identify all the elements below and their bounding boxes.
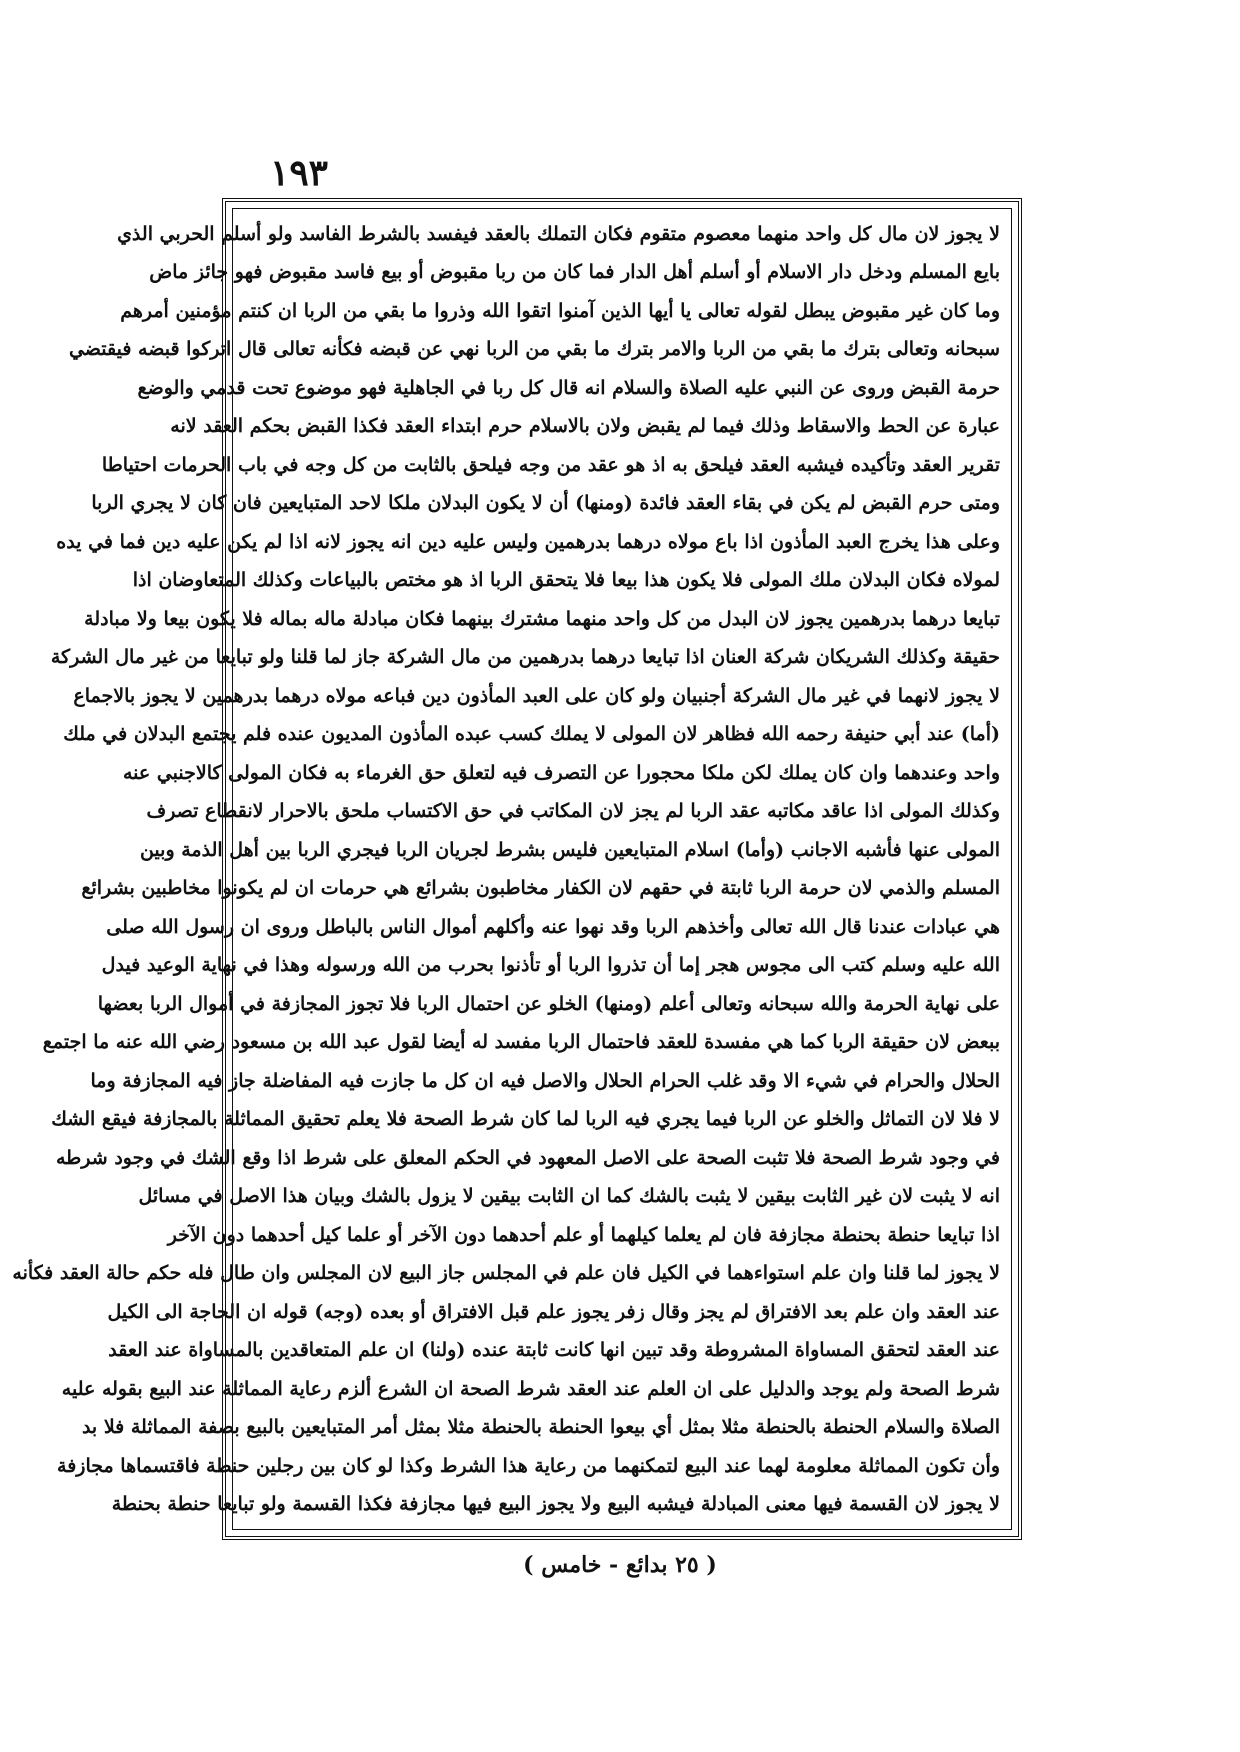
- text-line: وكذلك المولى اذا عاقد مكاتبه عقد الربا لم يجز لان المكاتب في حق الاكتساب ملحق بالاحرار لانقطاع تصرف: [146, 800, 1000, 823]
- text-line: بايع المسلم ودخل دار الاسلام أو أسلم أهل الدار فما كان من ربا مقبوض أو بيع فاسد مقبوض فهو جائز ماض: [149, 261, 1000, 284]
- text-line: انه لا يثبت لان غير الثابت بيقين لا يثبت بالشك كما ان الثابت بيقين لا يزول بالشك وبيان هذا الاصل في مسائل: [138, 1185, 1000, 1208]
- text-line: المولى عنها فأشبه الاجانب (وأما) اسلام المتبايعين فليس بشرط لجريان الربا فيجري الربا بين أهل الذمة وبين: [139, 838, 1000, 861]
- text-line: لا يجوز لانهما في غير مال الشركة أجنبيان ولو كان على العبد المأذون دين فباعه مولاه درهما بدرهمين لا يجوز بالاجماع: [73, 684, 1000, 707]
- text-line: وعلى هذا يخرج العبد المأذون اذا باع مولاه درهما بدرهمين وليس عليه دين انه يجوز لانه اذا لم يكن عليه دين فما في يده: [56, 530, 1000, 553]
- text-line: تبايعا درهما بدرهمين يجوز لان البدل من كل واحد منهما مشترك بينهما فكان مبادلة ماله بماله فلا يكون بيعا ولا مبادلة: [84, 607, 1000, 630]
- text-line: اذا تبايعا حنطة بحنطة مجازفة فان لم يعلما كيلهما أو علم أحدهما دون الآخر أو علما كيل أحدهما دون الآخر: [167, 1223, 1000, 1246]
- signature-mark: ( ٢٥ بدائع - خامس ): [523, 1552, 717, 1578]
- text-line: على نهاية الحرمة والله سبحانه وتعالى أعلم (ومنها) الخلو عن احتمال الربا فلا تجوز المجازفة في أموال الربا بعضها: [97, 992, 1000, 1015]
- text-body: [12, 216, 1000, 1522]
- text-line: لمولاه فكان البدلان ملك المولى فلا يكون هذا بيعا فلا يتحقق الربا اذ هو مختص بالبياعات وكذلك المتعاوضان اذا: [132, 569, 1000, 592]
- text-line: لا يجوز لما قلنا وان علم استواءهما في الكيل فان علم في المجلس جاز البيع لان المجلس وان طال فله حكم حالة العقد فكأنه: [12, 1262, 1000, 1285]
- text-line: عند العقد وان علم بعد الافتراق لم يجز وقال زفر يجوز علم قبل الافتراق أو بعده (وجه) قوله ان الحاجة الى الكيل: [107, 1300, 1000, 1323]
- text-line: وأن تكون المماثلة معلومة لهما عند البيع لتمكنهما من رعاية هذا الشرط وكذا لو كان بين رجلين حنطة فاقتسماها مجازفة: [57, 1454, 1000, 1477]
- text-line: عند العقد لتحقق المساواة المشروطة وقد تبين انها كانت ثابتة عنده (ولنا) ان علم المتعاقدين بالمساواة عند العقد: [108, 1339, 1000, 1362]
- text-line: (أما) عند أبي حنيفة رحمه الله فظاهر لان المولى لا يملك كسب عبده المأذون المديون عنده فلم يجتمع البدلان في ملك: [63, 723, 1000, 746]
- text-line: حرمة القبض وروى عن النبي عليه الصلاة والسلام انه قال كل ربا في الجاهلية فهو موضوع تحت قدمي والوضع: [137, 376, 1000, 399]
- text-line: حقيقة وكذلك الشريكان شركة العنان اذا تبايعا درهما بدرهمين من مال الشركة جاز لما قلنا ولو تبايعا من غير مال الشركة: [50, 646, 1000, 669]
- text-line: هي عبادات عندنا قال الله تعالى وأخذهم الربا وقد نهوا عنه وأكلهم أموال الناس بالباطل وروى ان رسول الله صلى: [106, 915, 1000, 938]
- text-line: الحلال والحرام في شيء الا وقد غلب الحرام الحلال والاصل فيه ان كل ما جازت فيه المفاضلة جاز فيه المجازفة وما: [90, 1069, 1000, 1092]
- text-line: واحد وعندهما وان كان يملك لكن ملكا محجورا عن التصرف فيه لتعلق حق الغرماء به فكان المولى كالاجنبي عنه: [122, 761, 1000, 784]
- text-line: ببعض لان حقيقة الربا كما هي مفسدة للعقد فاحتمال الربا مفسد له أيضا لقول عبد الله بن مسعود رضي الله عنه ما اجتمع: [42, 1031, 1000, 1054]
- text-line: الصلاة والسلام الحنطة بالحنطة مثلا بمثل أي بيعوا الحنطة بالحنطة مثلا بمثل أمر المتبايعين بالبيع بصفة المماثلة فلا بد: [81, 1416, 1000, 1439]
- text-line: لا فلا لان التماثل والخلو عن الربا فيما يجري فيه الربا لما كان شرط الصحة فلا يعلم تحقيق المماثلة بالمجازفة فيقع الشك: [51, 1108, 1000, 1131]
- text-line: المسلم والذمي لان حرمة الربا ثابتة في حقهم لان الكفار مخاطبون بشرائع هي حرمات ان لم يكونوا مخاطبين بشرائع: [81, 877, 1000, 900]
- text-line: ومتى حرم القبض لم يكن في بقاء العقد فائدة (ومنها) أن لا يكون البدلان ملكا لاحد المتبايعين فان كان لا يجري الربا: [91, 492, 1000, 515]
- text-line: تقرير العقد وتأكيده فيشبه العقد فيلحق به اذ هو عقد من وجه فيلحق بالثابت من كل وجه في باب الحرمات احتياطا: [101, 453, 1000, 476]
- text-line: شرط الصحة ولم يوجد والدليل على ان العلم عند العقد شرط الصحة ان الشرع ألزم رعاية المماثلة عند البيع بقوله عليه: [61, 1377, 1000, 1400]
- text-line: لا يجوز لان مال كل واحد منهما معصوم متقوم فكان التملك بالعقد فيفسد بالشرط الفاسد ولو أسلم الحربي الذي: [117, 223, 1000, 245]
- page-number: ١٩٣: [270, 152, 329, 194]
- text-line: وما كان غير مقبوض يبطل لقوله تعالى يا أيها الذين آمنوا اتقوا الله وذروا ما بقي من الربا ان كنتم مؤمنين أمرهم: [120, 299, 1000, 322]
- text-frame: [12, 198, 1022, 1540]
- text-line: سبحانه وتعالى بترك ما بقي من الربا والامر بترك ما بقي من الربا نهي عن قبضه فكأنه تعالى قال اتركوا قبضه فيقتضي: [68, 338, 1000, 361]
- text-line: عبارة عن الحط والاسقاط وذلك فيما لم يقبض ولان بالاسلام حرم ابتداء العقد فكذا القبض بحكم العقد لانه: [170, 415, 1000, 438]
- text-line: الله عليه وسلم كتب الى مجوس هجر إما أن تذروا الربا أو تأذنوا بحرب من الله ورسوله وهذا في نهاية الوعيد فيدل: [101, 954, 1000, 977]
- text-line: في وجود شرط الصحة فلا تثبت الصحة على الاصل المعهود في الحكم المعلق على شرط اذا وقع الشك في وجود شرطه: [56, 1146, 1000, 1169]
- text-line: لا يجوز لان القسمة فيها معنى المبادلة فيشبه البيع ولا يجوز البيع فيها مجازفة فكذا القسمة ولو تبايعا حنطة بحنطة: [111, 1492, 1000, 1515]
